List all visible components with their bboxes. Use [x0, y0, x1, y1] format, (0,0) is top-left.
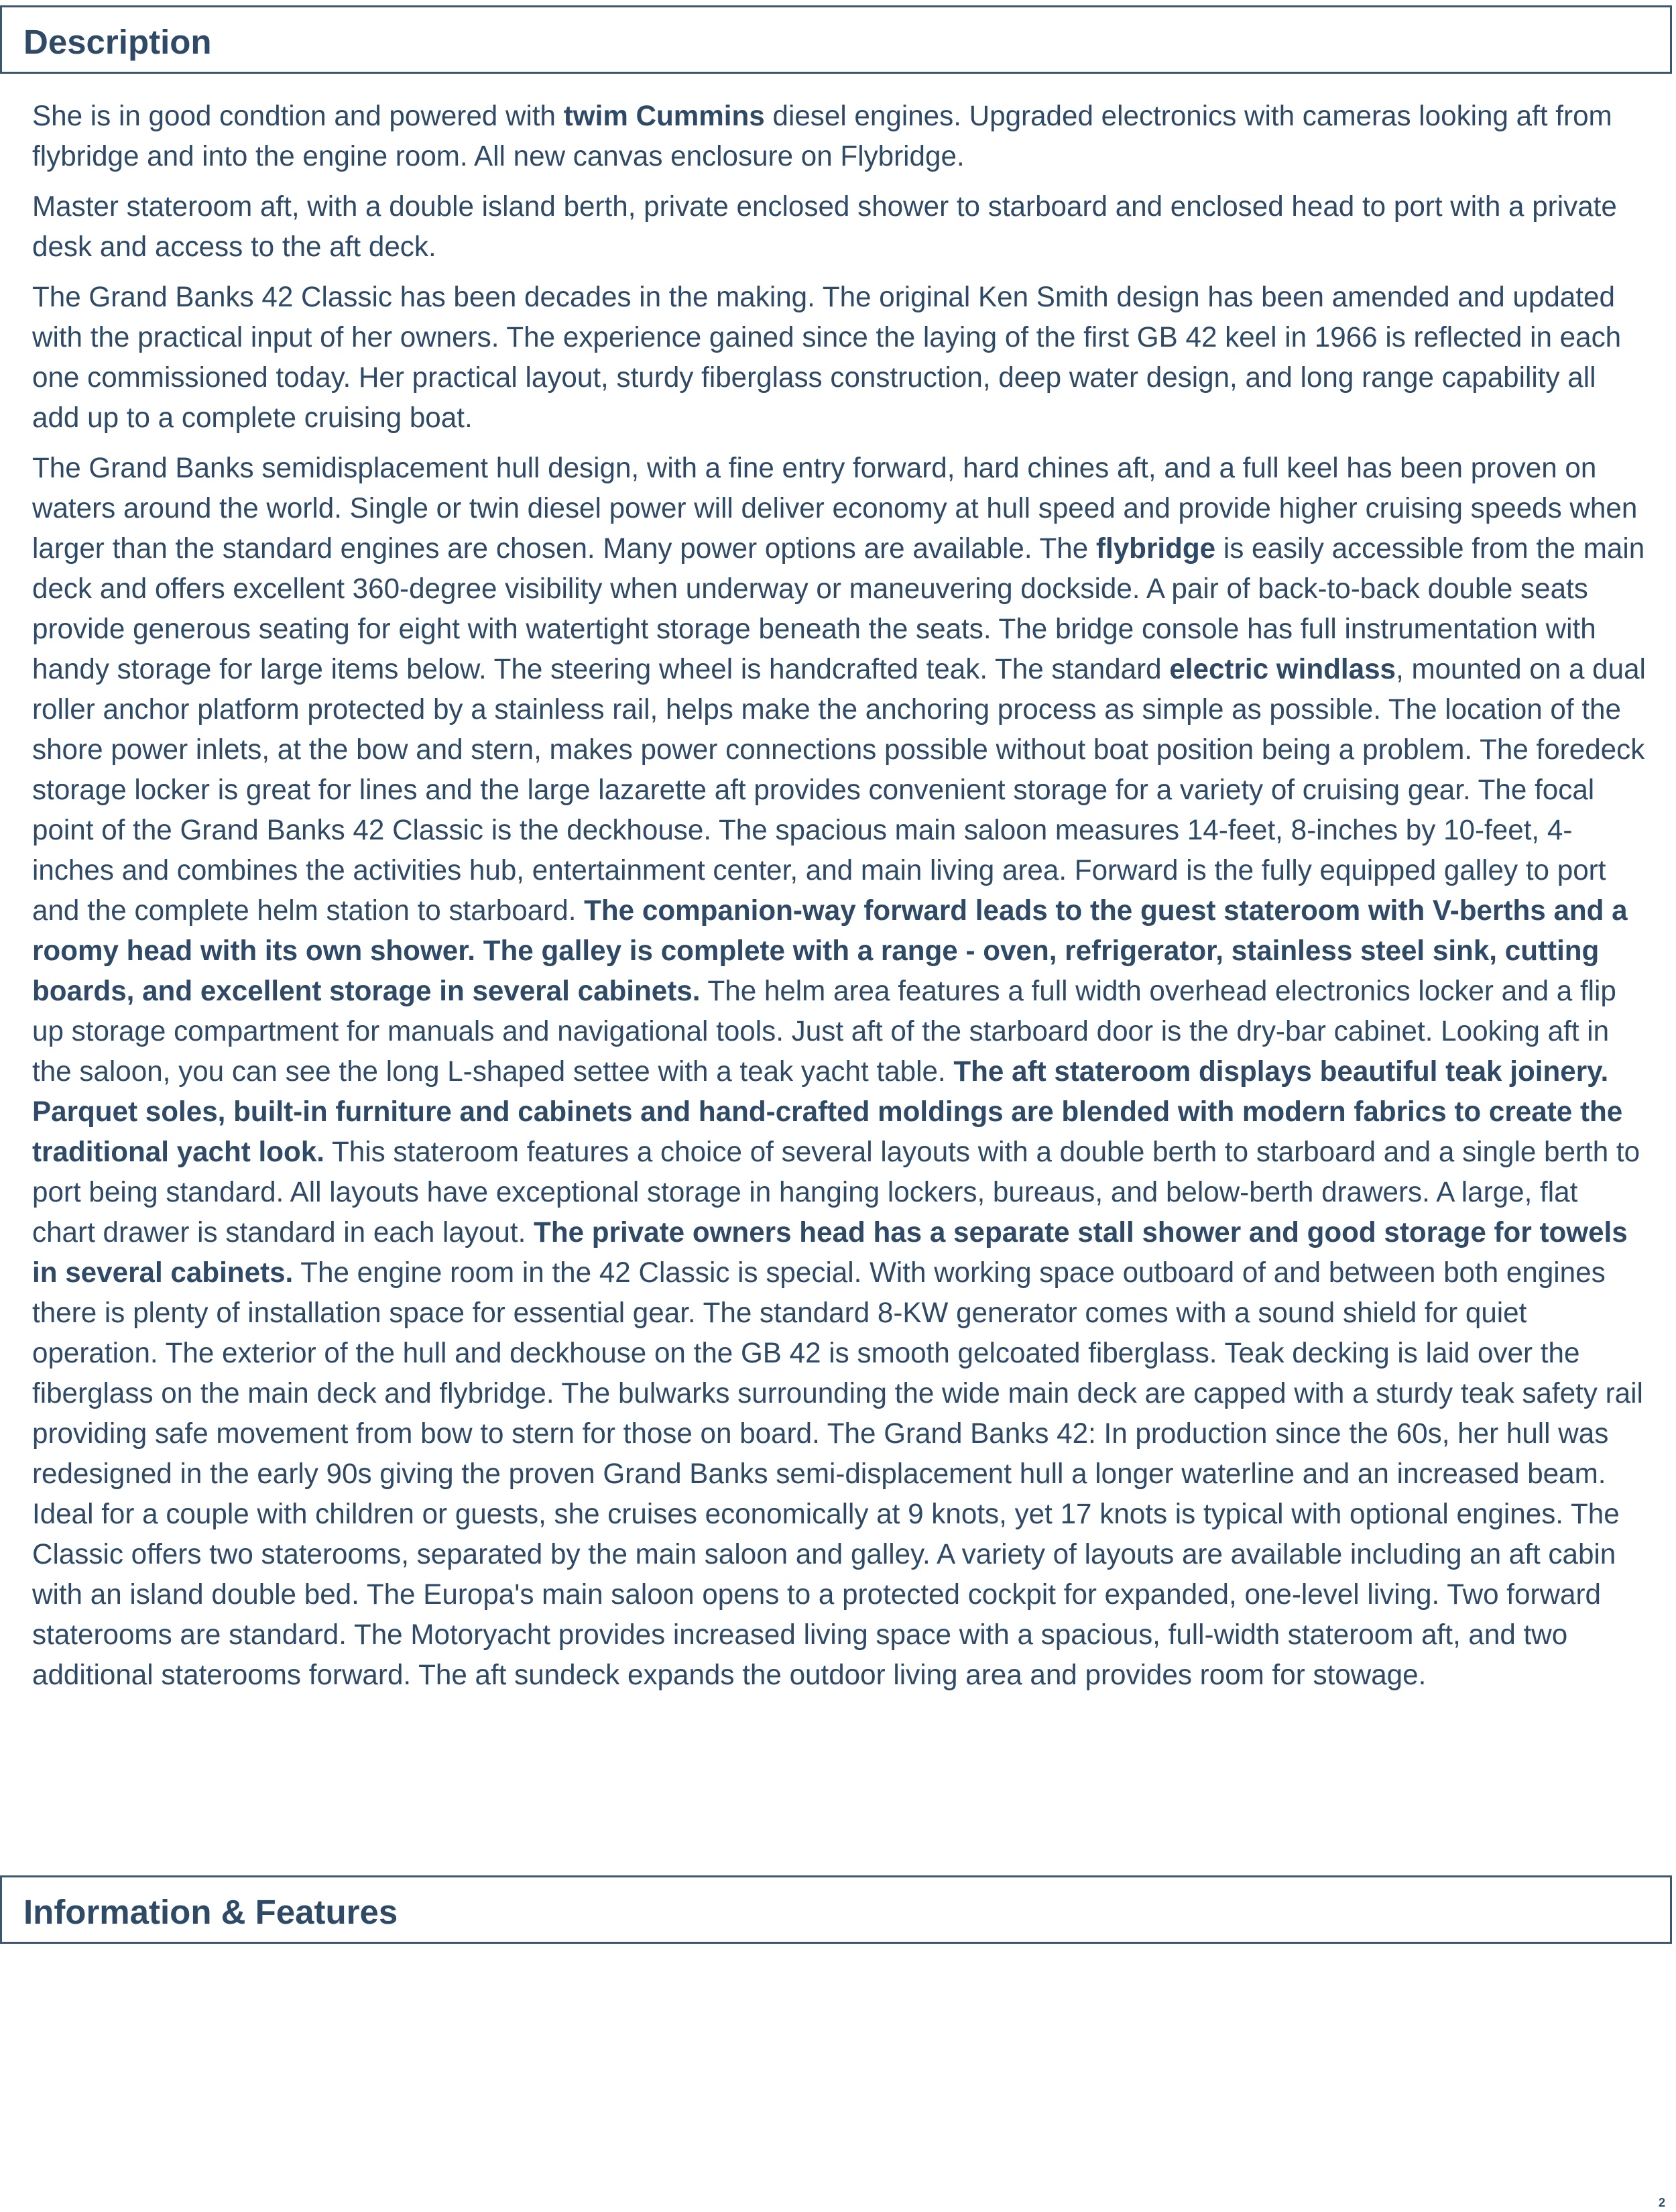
text-run: The Grand Banks 42 Classic has been decades in the making. The original Ken Smith design has been amended and updated with the practical input of her owners. The experience gained since the laying of the first GB 42 keel in 1966 is reflected in each one commissioned today. Her practical layout, sturdy fiberglass construction, deep water design, and long range capability all add up to a complete cruising boat. [32, 281, 1622, 433]
text-run: The Grand Banks semidisplacement hull design, with a fine entry forward, hard chines aft, and a full keel has been proven on waters around the world. Single or twin diesel power will deliver economy at hull speed and provide higher cruising speeds when larger than the standard engines are chosen. Many power options are available. The [32, 452, 1638, 564]
description-section-title: Description [23, 23, 212, 61]
description-section-header [0, 5, 1672, 74]
description-paragraph [32, 96, 1647, 176]
description-paragraph [32, 448, 1647, 1695]
information-features-section-header [0, 1875, 1672, 1944]
text-run-bold: The private owners head has a separate stall shower and good storage for towels in several cabinets. [32, 1216, 1628, 1288]
text-run-bold: flybridge [1095, 532, 1216, 564]
text-run-bold: electric windlass [1169, 653, 1396, 685]
text-run: Master stateroom aft, with a double island berth, private enclosed shower to starboard and enclosed head to port with a private desk and access to the aft deck. [32, 190, 1617, 262]
text-run: The helm area features a full width overhead electronics locker and a flip up storage compartment for manuals and navigational tools. Just aft of the starboard door is the dry-bar cabinet. Looking aft in the saloon, you can see the long L-shaped settee with a teak yacht table. [32, 975, 1616, 1087]
information-features-section-title: Information & Features [23, 1893, 398, 1931]
text-run: She is in good condtion and powered with [32, 100, 564, 131]
text-run: diesel engines. Upgraded electronics with cameras looking aft from flybridge and into the engine room. All new canvas enclosure on Flybridge. [32, 100, 1612, 172]
page-number: 2 [1659, 2196, 1666, 2209]
description-paragraph [32, 277, 1647, 438]
text-run-bold: twim Cummins [563, 100, 765, 131]
text-run-bold: The aft stateroom displays beautiful teak joinery. Parquet soles, built-in furniture and cabinets and hand-crafted moldings are blended with modern fabrics to create the traditional yacht look. [32, 1055, 1623, 1167]
text-run-bold: The companion-way forward leads to the guest stateroom with V-berths and a roomy head with its own shower. The galley is complete with a range - oven, refrigerator, stainless steel sink, cutting boards, and excellent storage in several cabinets. [32, 894, 1628, 1006]
text-run: This stateroom features a choice of several layouts with a double berth to starboard and a single berth to port being standard. All layouts have exceptional storage in hanging lockers, bureaus, and below-berth drawers. A large, flat chart drawer is standard in each layout. [32, 1136, 1640, 1248]
description-body [32, 96, 1647, 1705]
description-paragraph [32, 186, 1647, 267]
text-run: , mounted on a dual roller anchor platform protected by a stainless rail, helps make the anchoring process as simple as possible. The location of the shore power inlets, at the bow and stern, makes power connections possible without boat position being a problem. The foredeck storage locker is great for lines and the large lazarette aft provides convenient storage for a variety of cruising gear. The focal point of the Grand Banks 42 Classic is the deckhouse. The spacious main saloon measures 14-feet, 8-inches by 10-feet, 4-inches and combines the activities hub, entertainment center, and main living area. Forward is the fully equipped galley to port and the complete helm station to starboard. [32, 653, 1646, 926]
text-run: is easily accessible from the main deck and offers excellent 360-degree visibility when underway or maneuvering dockside. A pair of back-to-back double seats provide generous seating for eight with watertight storage beneath the seats. The bridge console has full instrumentation with handy storage for large items below. The steering wheel is handcrafted teak. The standard [32, 532, 1645, 685]
text-run: The engine room in the 42 Classic is special. With working space outboard of and between both engines there is plenty of installation space for essential gear. The standard 8-KW generator comes with a sound shield for quiet operation. The exterior of the hull and deckhouse on the GB 42 is smooth gelcoated fiberglass. Teak decking is laid over the fiberglass on the main deck and flybridge. The bulwarks surrounding the wide main deck are capped with a sturdy teak safety rail providing safe movement from bow to stern for those on board. The Grand Banks 42: In production since the 60s, her hull was redesigned in the early 90s giving the proven Grand Banks semi-displacement hull a longer waterline and an increased beam. Ideal for a couple with children or guests, she cruises economically at 9 knots, yet 17 knots is typical with optional engines. The Classic offers two staterooms, separated by the main saloon and galley. A variety of layouts are available including an aft cabin with an island double bed. The Europa's main saloon opens to a protected cockpit for expanded, one-level living. Two forward staterooms are standard. The Motoryacht provides increased living space with a spacious, full-width stateroom aft, and two additional staterooms forward. The aft sundeck expands the outdoor living area and provides room for stowage. [32, 1257, 1643, 1690]
